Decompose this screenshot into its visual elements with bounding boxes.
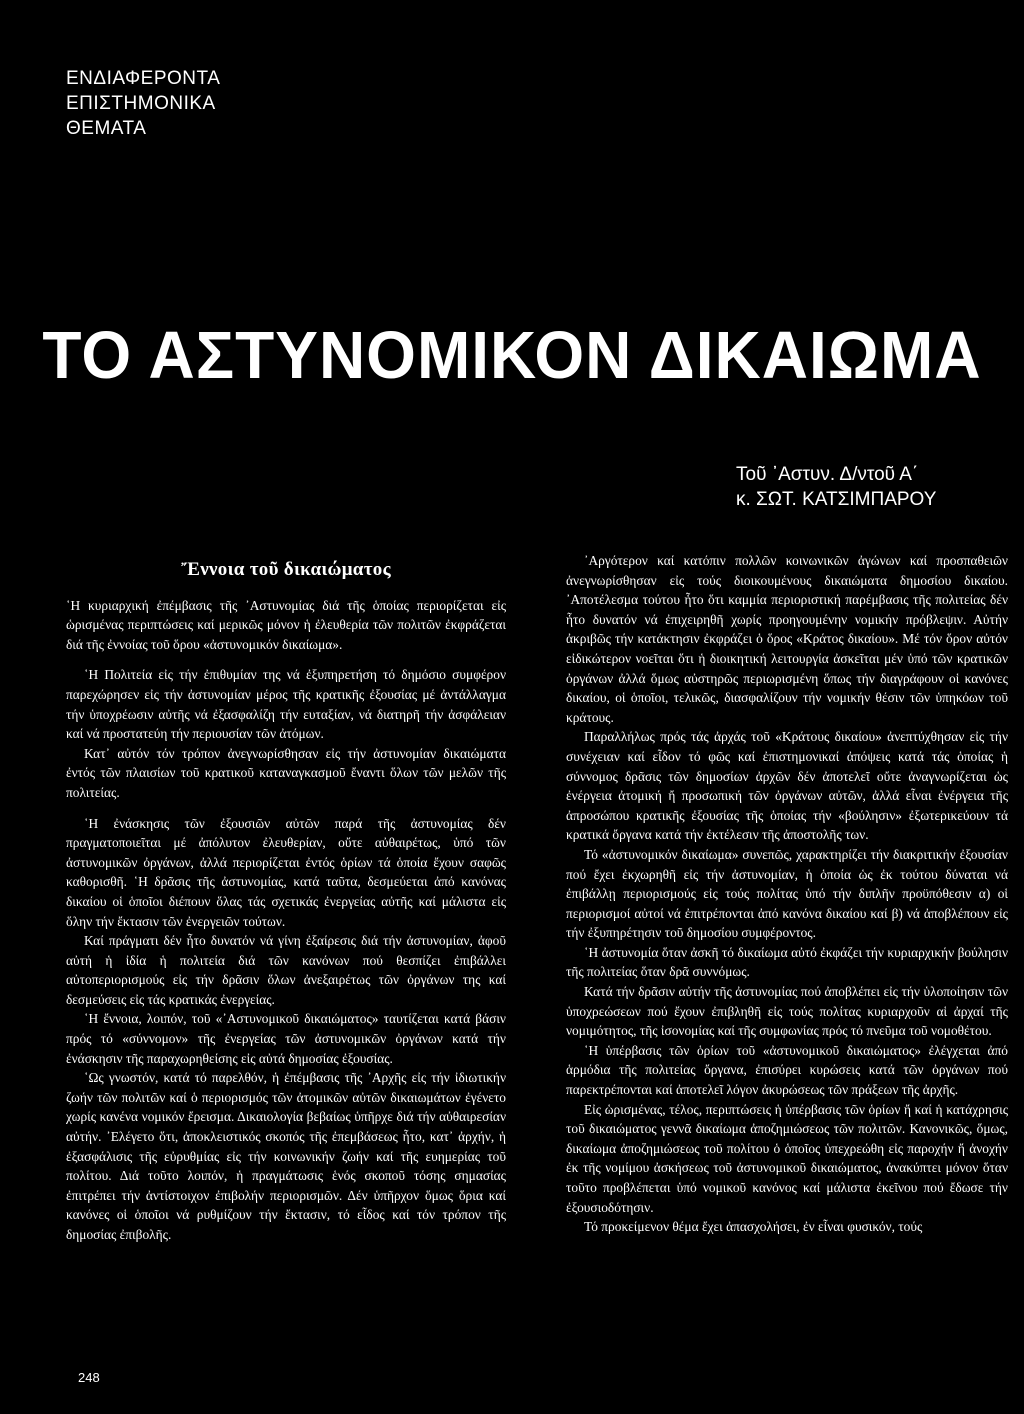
paragraph: Καί πράγματι δέν ἦτο δυνατόν νά γίνη ἐξαίρεσις διά τήν ἀστυνομίαν, ἀφοῦ αὐτή ἡ ἰδία ἡ πολιτεία διά τῶν κανόνων πού θεσπίζει ἐπιβάλλει αὐτοπεριορισμούς εἰς τήν δρᾶσιν ὅλων ἀνεξαιρέτως τῶν ὀργάνων της καί δεσμεύσεις εἰς τάς κρατικάς ἐνεργείας.: [66, 933, 506, 1007]
section-label: [66, 66, 220, 141]
paragraph: ῾Ως γνωστόν, κατά τό παρελθόν, ἡ ἐπέμβασις τῆς ᾿Αρχῆς εἰς τήν ἰδιωτικήν ζωήν τῶν πολιτῶν καί ὁ περιορισμός τῶν ἀτομικῶν αὐτῶν δικαιωμάτων ἐγένετο χωρίς κανένα νομικόν ἔρεισμα. Δικαιολογία βεβαίως ὑπῆρχε διά τήν αὐθαιρεσίαν αὐτήν. ᾿Ελέγετο ὅτι, ἀποκλειστικός σκοπός τῆς ἐπεμβάσεως ἦτο, κατ᾿ ἀρχήν, ἡ ἐξασφάλισις τῆς εὐρυθμίας εἰς τήν κοινωνικήν ζωήν καί τῆς ευημερίας τοῦ πολίτου. Διά τοῦτο λοιπόν, ἡ πραγμάτωσις ἑνός σκοποῦ τόσης σημασίας ἐπιτρέπει τήν ἀντίστοιχον ἐπιβολήν περιορισμῶν. Δέν ὑπῆρχον ὅμως ὅρια καί κανόνες οἱ ὁποῖοι νά ρυθμίζουν τήν ἔκτασιν, τό εἶδος καί τόν τρόπον τῆς δημοσίας ἐπιβολῆς.: [66, 1070, 506, 1242]
paragraph: ῾Η ἀστυνομία ὅταν ἀσκῆ τό δικαίωμα αὐτό ἐκφάζει τήν κυριαρχικήν βούλησιν τῆς πολιτείας ὅταν δρᾶ συννόμως.: [566, 944, 1008, 980]
right-column: [566, 551, 1008, 1237]
paragraph: Κατά τήν δρᾶσιν αὐτήν τῆς ἀστυνομίας πού ἀποβλέπει εἰς τήν ὑλοποίησιν τῶν ὑποχρεώσεων πού ἔχουν ἐπιβληθῆ εἰς τούς πολίτας κυριαρχοῦν αἱ ἀρχαί τῆς νομιμότητος, τῆς ἰσονομίας καί τῆς συμφωνίας πρός τό πνεῦμα τοῦ νομοθέτου.: [566, 984, 1008, 1039]
paragraph: Τό «ἀστυνομικόν δικαίωμα» συνεπῶς, χαρακτηρίζει τήν διακριτικήν ἐξουσίαν πού ἔχει ἐκχωρηθῆ εἰς τήν ἀστυνομίαν, ἡ ὁποία ὡς ἐκ τούτου δύναται νά ἐπιβάλλῃ περιορισμούς εἰς τούς πολίτας ὑπό τήν διπλῆν προϋπόθεσιν α) οἱ περιορισμοί αὐτοί νά ἐπιτρέπονται ἀπό κανόνα δικαίου καί β) νά ἀποβλέπουν εἰς τήν ἐξυπηρέτησιν τοῦ δημοσίου συμφέροντος.: [566, 846, 1008, 941]
paragraph: ᾿Αργότερον καί κατόπιν πολλῶν κοινωνικῶν ἀγώνων καί προσπαθειῶν ἀνεγνωρίσθησαν εἰς τούς διοικουμένους δικαιώματα δημοσίου δικαίου. ᾿Αποτέλεσμα τούτου ἦτο ὅτι καμμία περιοριστική παρέμβασις τῆς πολιτείας δέν ἦτο δυνατόν νά ἐπιχειρηθῆ χωρίς προηγουμένην νομικήν πρόβλεψιν. Αὐτήν ἀκριβῶς τήν κατάκτησιν ἐκφράζει ὁ ὅρος «Κράτος δικαίου». Μέ τόν ὅρον αὐτόν εἰδικώτερον νοεῖται ὅτι ἡ διοικητική λειτουργία ἀσκεῖται μέν ὑπό τῶν κρατικῶν ὀργάνων ἀλλά ὅμως αὐστηρῶς περιωρισμένη ὅπως τήν διαγράφουν οἱ κανόνες δικαίου, οἱ ὁποῖοι, τελικῶς, διασφαλίζουν τήν νομικήν θέσιν τῶν ὑπηκόων τοῦ κράτους.: [566, 553, 1008, 725]
paragraph: Τό προκείμενον θέμα ἔχει ἀπασχολήσει, ἐν εἶναι φυσικόν, τούς: [584, 1219, 923, 1235]
author-rank: Τοῦ ᾿Αστυν. Δ/ντοῦ Α΄: [736, 464, 919, 485]
paragraph: ῾Η Πολιτεία εἰς τήν ἐπιθυμίαν της νά ἐξυπηρετήση τό δημόσιο συμφέρον παρεχώρησεν εἰς τήν ἀστυνομίαν μέρος τῆς κρατικῆς ἐξουσίας μέ ἀντάλλαγμα τήν ὑποχρέωσιν αὐτῆς νά ἐξασφαλίζη τήν ευταξίαν, νά διατηρῆ τήν ἀσφάλειαν καί νά προστατεύη τήν περιουσίαν τῶν ἀτόμων.: [66, 667, 506, 742]
paragraph: ῾Η κυριαρχική ἐπέμβασις τῆς ᾿Αστυνομίας διά τῆς ὁποίας περιορίζεται εἰς ὡρισμένας περιπτώσεις καί μερικῶς μόνον ἡ ἐλευθερία τῶν πολιτῶν ἐκφράζεται διά τῆς ἐννοίας τοῦ ὅρου «ἀστυνομικόν δικαίωμα».: [66, 597, 506, 652]
paragraph: ῾Η ὑπέρβασις τῶν ὁρίων τοῦ «ἀστυνομικοῦ δικαιώματος» ἐλέγχεται ἀπό ἁρμόδια τῆς πολιτείας ὄργανα, ἐπισύρει κυρώσεις κατά τῶν ὀργάνων πού παρεκτρέπονται καί ἀποτελεῖ λόγον ἀκυρώσεως τῶν πράξεων τῆς ἀρχῆς.: [566, 1042, 1008, 1098]
page-number: 248: [78, 1370, 100, 1385]
paragraph: Παραλλήλως πρός τάς ἀρχάς τοῦ «Κράτους δικαίου» ἀνεπτύχθησαν εἰς τήν συνέχειαν καί εἶδον τό φῶς καί ἐπιστημονικαί ἀπόψεις κατά τάς ὁποίας ἡ σύννομος δρᾶσις τῶν δημοσίων ἀρχῶν δέν ἀποτελεῖ οὔτε ἀναγνωρίζεται ὡς ἐνέργεια ἀτομική ἤ προσωπική τῶν ὀργάνων αὐτῶν, ἀλλά εἶναι ἐνέργεια τῆς ἀπροσώπου κρατικῆς ἐξουσίας τῆς ὁποίας τήν «βούλησιν» ἐξωτερικεύουν τά κρατικά ὄργανα κατά τήν ἐκτέλεσιν τῆς ἀποστολῆς των.: [566, 729, 1008, 843]
article-title: ΤΟ ΑΣΤΥΝΟΜΙΚΟΝ ΔΙΚΑΙΩΜΑ: [42, 317, 982, 393]
author-byline: [736, 462, 936, 512]
paragraph: Εἰς ὡρισμένας, τέλος, περιπτώσεις ἡ ὑπέρβασις τῶν ὁρίων ἤ καί ἡ κατάχρησις τοῦ δικαιώματος γεννᾶ δικαίωμα ἀποζημιώσεως τῶν πολιτῶν. Κανονικῶς, ὅμως, δικαίωμα ἀποζημιώσεως τοῦ πολίτου ὁ ὁποῖος ὑπεχρεώθη εἰς παροχήν ἤ ἀνοχήν ἐκ τῆς νομίμου ἀσκήσεως τοῦ ἀστυνομικοῦ δικαιώματος, ἀνακύπτει μόνον ὅταν τοῦτο προβλέπεται ὑπό νομικοῦ κανόνος καί μάλιστα ἐκεῖνου πού ἔδωσε τήν ἐξουσιοδότησιν.: [566, 1101, 1008, 1215]
paragraph: Κατ᾿ αὐτόν τόν τρόπον ἀνεγνωρίσθησαν εἰς τήν ἀστυνομίαν δικαιώματα ἐντός τῶν πλαισίων τοῦ κρατικοῦ καταναγκασμοῦ ἔναντι ὅλων τῶν μελῶν τῆς πολιτείας.: [66, 745, 506, 800]
author-name: κ. ΣΩΤ. ΚΑΤΣΙΜΠΑΡΟΥ: [736, 489, 937, 510]
section-label-line: ΕΝΔΙΑΦΕΡΟΝΤΑ: [66, 68, 221, 89]
section-label-line: ΕΠΙΣΤΗΜΟΝΙΚΑ: [66, 93, 216, 114]
left-column: [66, 560, 506, 1245]
section-heading: Ἔννοια τοῦ δικαιώματος: [181, 559, 391, 580]
section-label-line: ΘΕΜΑΤΑ: [66, 118, 147, 139]
paragraph: ῾Η ἔννοια, λοιπόν, τοῦ «᾿Αστυνομικοῦ δικαιώματος» ταυτίζεται κατά βάσιν πρός τό «σύννομον» τῆς ἐνεργείας τῶν ἀστυνομικῶν ὀργάνων κατά τήν ἐνάσκησιν τῆς παραχωρηθείσης εἰς αὐτά δημοσίας ἐξουσίας.: [66, 1011, 506, 1066]
paragraph: ῾Η ἐνάσκησις τῶν ἐξουσιῶν αὐτῶν παρά τῆς ἀστυνομίας δέν πραγματοποιεῖται μέ ἀπόλυτον ἐλευθερίαν, οὔτε αὐθαιρέτως, ὑπό τῶν ἀστυνομικῶν ὀργάνων, ἀλλά περιορίζεται ἐντός ὁρίων τά ὁποία ἔχουν σαφῶς καθορισθῆ. ῾Η δρᾶσις τῆς ἀστυνομίας, κατά ταῦτα, δεσμεύεται ἀπό κανόνας δικαίου οἱ ὁποῖοι διέπουν ὅλας τάς σχετικάς ἐνεργείας αὐτῆς καί μάλιστα εἰς ὅλην τήν ἔκτασιν τῶν ἐνεργειῶν τούτων.: [66, 815, 506, 929]
